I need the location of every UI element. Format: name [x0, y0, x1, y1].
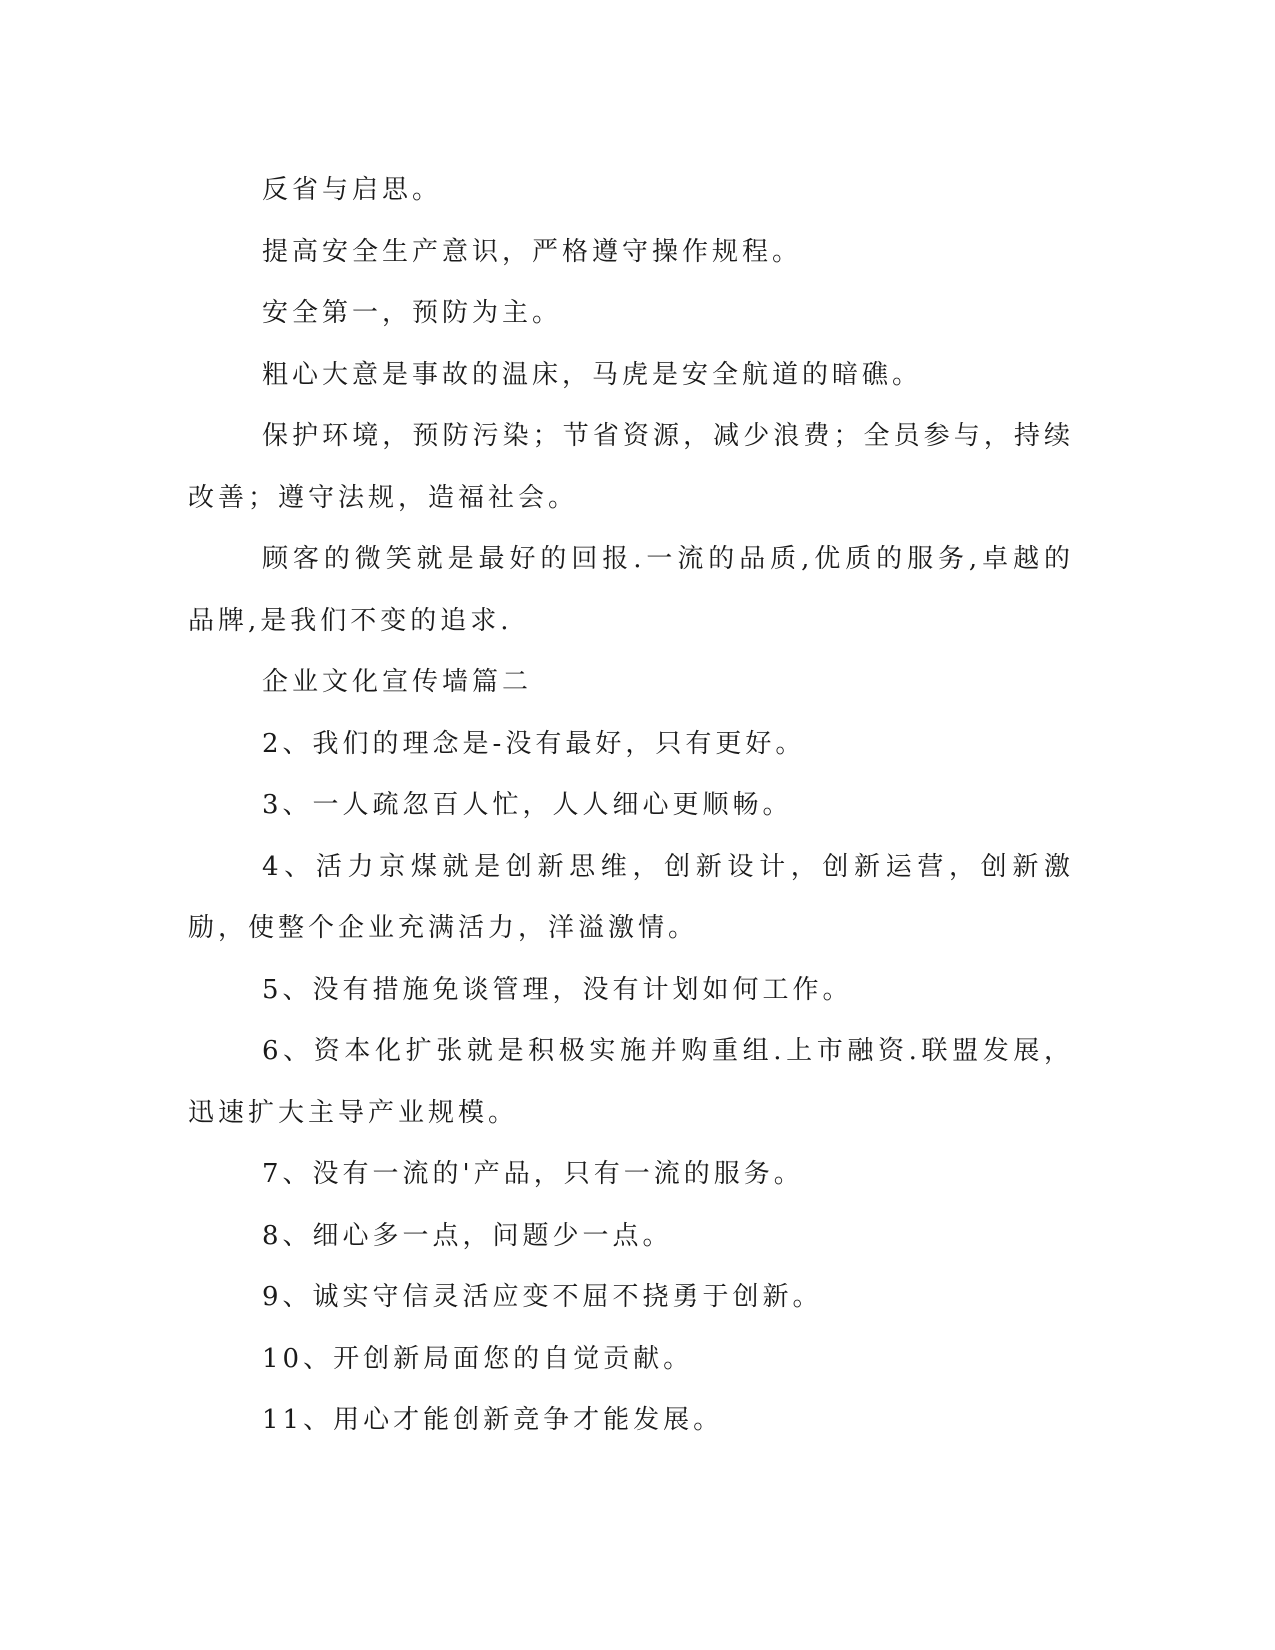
- section-heading: 企业文化宣传墙篇二: [262, 667, 533, 697]
- list-item: 6、资本化扩张就是积极实施并购重组.上市融资.联盟发展，迅速扩大主导产业规模。: [188, 1036, 1074, 1128]
- list-item: 5、没有措施免谈管理，没有计划如何工作。: [262, 974, 853, 1005]
- paragraph: 粗心大意是事故的温床，马虎是安全航道的暗礁。: [262, 359, 923, 390]
- paragraph: 保护环境，预防污染；节省资源，减少浪费；全员参与，持续改善；遵守法规，造福社会。: [188, 421, 1074, 513]
- paragraph: 提高安全生产意识，严格遵守操作规程。: [262, 236, 803, 267]
- list-item: 8、细心多一点，问题少一点。: [262, 1220, 673, 1251]
- list-item: 7、没有一流的'产品，只有一流的服务。: [262, 1159, 804, 1189]
- document-body: [188, 160, 1074, 1452]
- list-item: 9、诚实守信灵活应变不屈不挠勇于创新。: [262, 1282, 823, 1312]
- list-item: 4、活力京煤就是创新思维，创新设计，创新运营，创新激励，使整个企业充满活力，洋溢激情。: [188, 851, 1074, 943]
- list-item: 10、开创新局面您的自觉贡献。: [262, 1343, 694, 1374]
- list-item: 2、我们的理念是-没有最好，只有更好。: [262, 728, 806, 759]
- paragraph: 反省与启思。: [262, 175, 443, 205]
- paragraph: 安全第一，预防为主。: [262, 298, 563, 328]
- list-item: 11、用心才能创新竞争才能发展。: [262, 1405, 724, 1435]
- list-item: 3、一人疏忽百人忙，人人细心更顺畅。: [262, 790, 793, 820]
- paragraph: 顾客的微笑就是最好的回报.一流的品质,优质的服务,卓越的品牌,是我们不变的追求.: [188, 544, 1074, 636]
